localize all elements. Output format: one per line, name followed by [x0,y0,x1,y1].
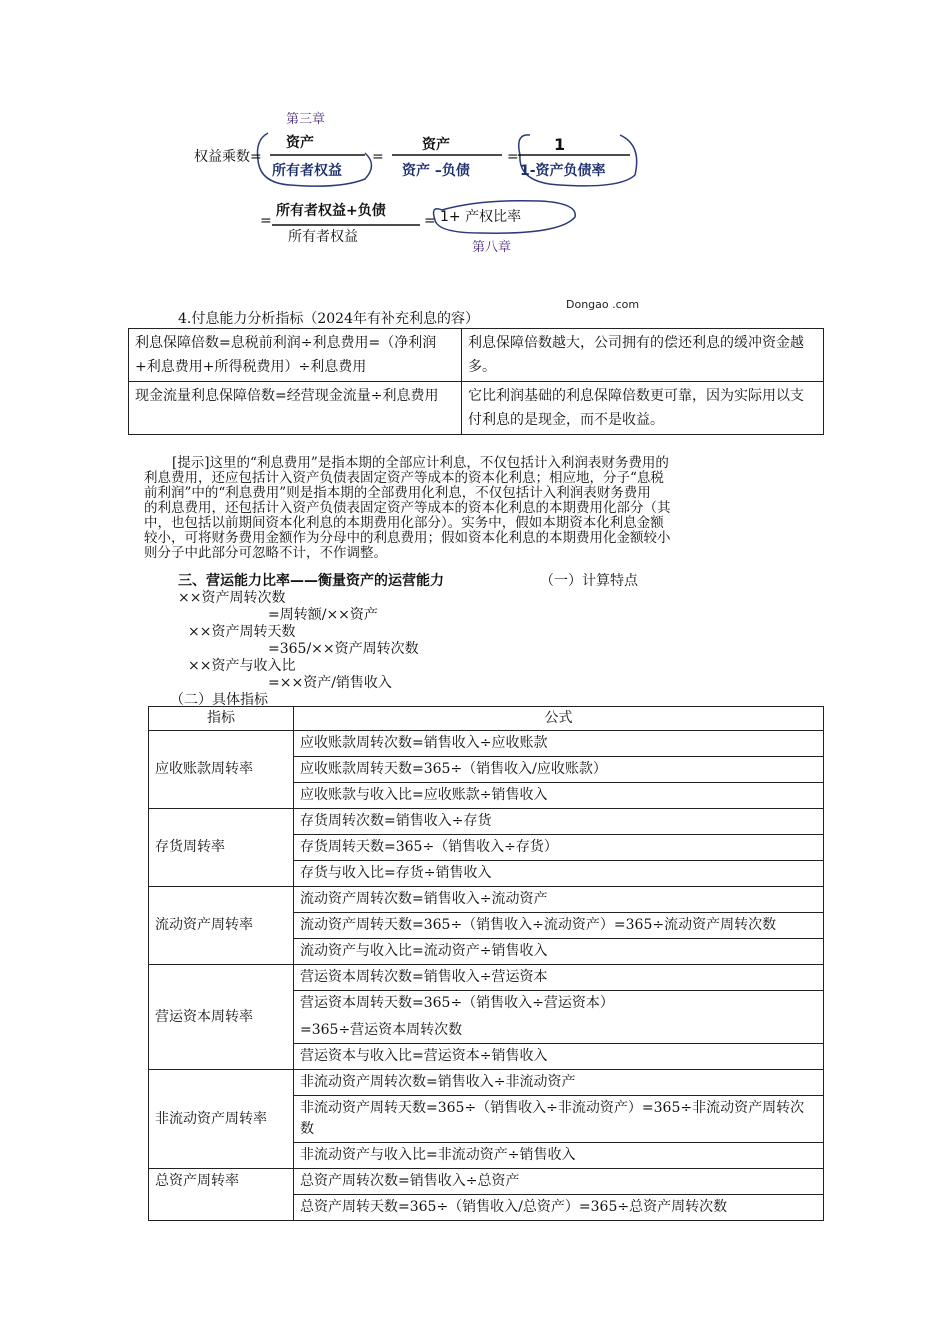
frac4-denominator: 所有者权益 [288,229,358,245]
table-header-row [149,707,824,731]
table-row [149,731,824,757]
formula-cell: 非流动资产周转天数=365÷（销售收入÷非流动资产）=365÷非流动资产周转次数 [294,1096,824,1143]
frac4-numerator: 所有者权益+负债 [276,203,386,219]
formula-line: =365÷营运资本周转次数 [300,1022,463,1038]
frac3-denominator: 1-资产负债率 [520,163,606,179]
calc-line: ××资产与收入比 [188,658,296,674]
tip-line: 利息费用，还应包括计入资产负债表固定资产等成本的资本化利息；相应地，分子“息税 [144,470,664,486]
chapter3-label: 第三章 [286,112,326,127]
formula-cell: 总资产周转天数=365÷（销售收入/总资产）=365÷总资产周转次数 [294,1195,824,1221]
table-row [129,382,824,435]
equals-3: = [260,213,272,229]
indicator-name: 营运资本周转率 [149,965,294,1070]
equity-multiplier-label: 权益乘数= [194,149,262,165]
table-row [149,1070,824,1096]
interest-formula-cell: 现金流量利息保障倍数=经营现金流量÷利息费用 [129,382,462,435]
indicator-name: 总资产周转率 [149,1169,294,1221]
indicator-name: 存货周转率 [149,809,294,887]
calc-line: =365/××资产周转次数 [268,641,419,657]
tip-paragraph [144,456,824,561]
formula-cell: 非流动资产与收入比=非流动资产÷销售收入 [294,1143,824,1169]
formula-cell: 营运资本周转次数=销售收入÷营运资本 [294,965,824,991]
formula-cell: 存货与收入比=存货÷销售收入 [294,861,824,887]
chapter8-label: 第八章 [472,240,512,255]
frac1-denominator: 所有者权益 [272,163,342,179]
equity-ratio-result: 1+ 产权比率 [440,209,522,225]
calc-line: =××资产/销售收入 [268,675,392,691]
frac1-numerator: 资产 [286,135,314,151]
equals-1: = [372,149,384,165]
calc-line: ××资产周转天数 [188,624,296,640]
formula-cell: 流动资产与收入比=流动资产÷销售收入 [294,939,824,965]
equals-4: = [424,213,436,229]
operating-ratio-table [148,706,824,1221]
indicator-name: 非流动资产周转率 [149,1070,294,1169]
formula-cell: 存货周转天数=365÷（销售收入÷存货） [294,835,824,861]
formula-cell: 流动资产周转天数=365÷（销售收入÷流动资产）=365÷流动资产周转次数 [294,913,824,939]
table-row [149,809,824,835]
watermark: Dongao .com [566,298,640,311]
indicator-name: 流动资产周转率 [149,887,294,965]
interest-coverage-table [128,328,824,435]
formula-figure [180,105,660,265]
tip-line: 前利润”中的“利息费用”则是指本期的全部费用化利息，不仅包括计入利润表财务费用 [144,485,651,501]
interest-note-cell: 它比利润基础的利息保障倍数更可靠，因为实际用以支付利息的是现金，而不是收益。 [462,382,824,435]
tip-line: 的利息费用，还包括计入资产负债表固定资产等成本的资本化利息的本期费用化部分（其 [144,500,671,516]
formula-cell: 应收账款周转天数=365÷（销售收入/应收账款） [294,757,824,783]
formula-annotation-strokes [180,105,660,265]
tip-line: 中，也包括以前期间资本化利息的本期费用化部分）。实务中，假如本期资本化利息金额 [144,515,664,531]
interest-note-cell: 利息保障倍数越大，公司拥有的偿还利息的缓冲资金越多。 [462,329,824,382]
section3-sub2: （二）具体指标 [170,692,268,708]
tip-line: 则分子中此部分可忽略不计，不作调整。 [144,545,387,561]
header-formula: 公式 [294,707,824,731]
header-indicator: 指标 [149,707,294,731]
formula-cell: 总资产周转次数=销售收入÷总资产 [294,1169,824,1195]
calc-line: =周转额/××资产 [268,607,378,623]
table-row [129,329,824,382]
section4-title: 4.付息能力分析指标（2024年有补充利息的容） [178,311,479,327]
formula-cell: 流动资产周转次数=销售收入÷流动资产 [294,887,824,913]
formula-cell: 应收账款周转次数=销售收入÷应收账款 [294,731,824,757]
section3-sub1: （一）计算特点 [540,573,638,589]
formula-cell: 非流动资产周转次数=销售收入÷非流动资产 [294,1070,824,1096]
table-row [149,887,824,913]
tip-line: 较小，可将财务费用金额作为分母中的利息费用；假如资本化利息的本期费用化金额较小 [144,530,671,546]
calc-line: ××资产周转次数 [178,590,286,606]
formula-cell: 存货周转次数=销售收入÷存货 [294,809,824,835]
formula-cell [294,991,824,1044]
formula-cell: 营运资本与收入比=营运资本÷销售收入 [294,1044,824,1070]
frac2-denominator: 资产 –负债 [402,163,470,179]
formula-line: 营运资本周转天数=365÷（销售收入÷营运资本） [300,995,614,1011]
equals-2: = [507,149,519,165]
frac2-numerator: 资产 [422,137,450,153]
frac3-numerator: 1 [554,135,566,154]
tip-line: [提示]这里的“利息费用”是指本期的全部应计利息，不仅包括计入利润表财务费用的 [172,455,669,471]
formula-cell: 应收账款与收入比=应收账款÷销售收入 [294,783,824,809]
section3-heading: 三、营运能力比率——衡量资产的运营能力 [178,573,444,589]
interest-formula-cell: 利息保障倍数=息税前利润÷利息费用=（净利润+利息费用+所得税费用）÷利息费用 [129,329,462,382]
table-row [149,965,824,991]
table-row [149,1169,824,1195]
indicator-name: 应收账款周转率 [149,731,294,809]
